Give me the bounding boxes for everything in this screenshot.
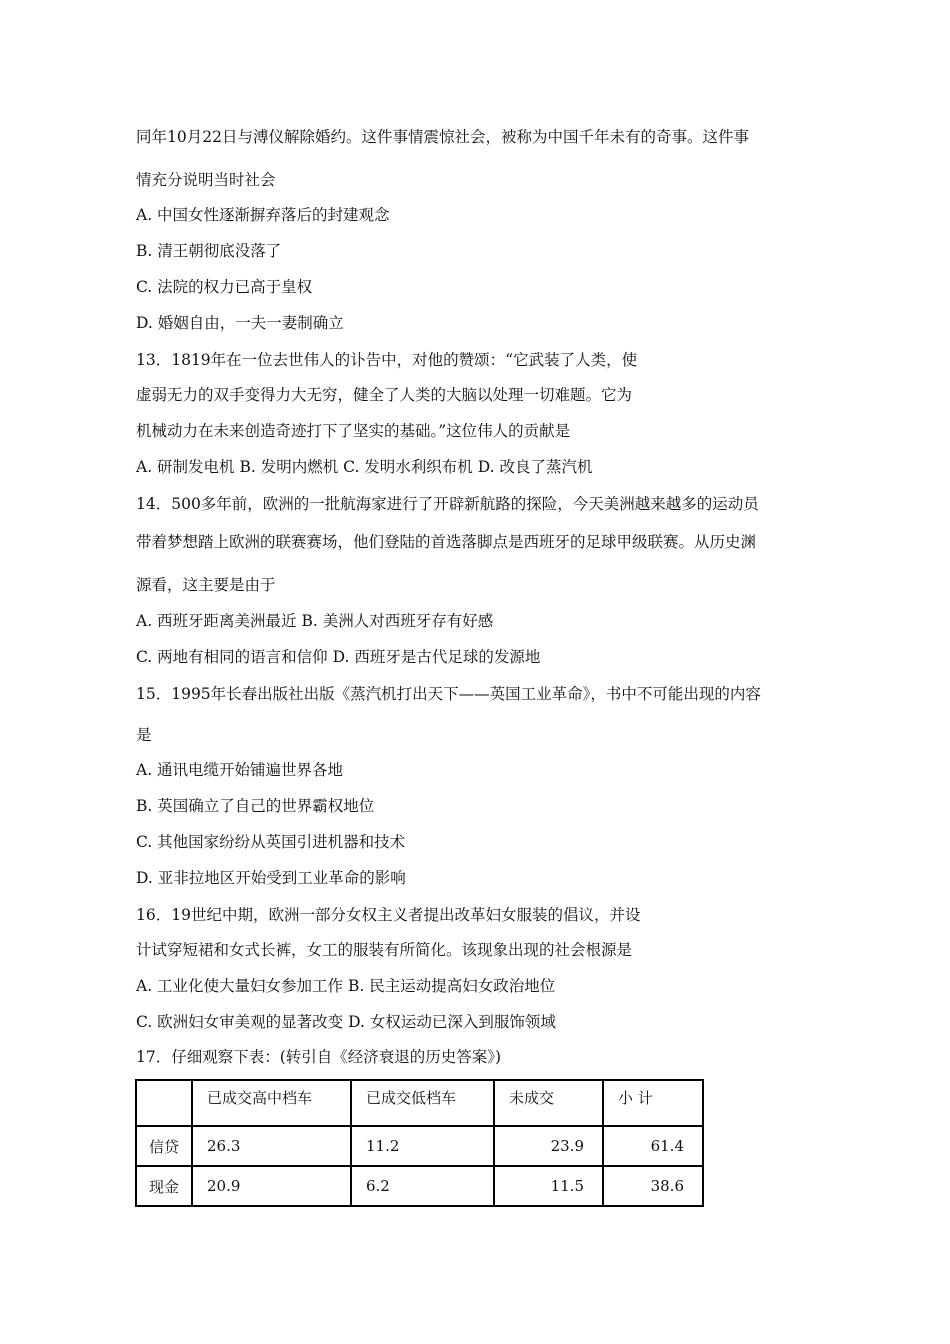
table-cell: 61.4 xyxy=(603,1126,703,1166)
table-cell: 信贷 xyxy=(136,1126,192,1166)
text-line: B. 英国确立了自己的世界霸权地位 xyxy=(136,797,375,815)
text-line: A. 研制发电机 B. 发明内燃机 C. 发明水利织布机 D. 改良了蒸汽机 xyxy=(136,458,593,476)
table-cell: 26.3 xyxy=(192,1126,351,1166)
text-line: 计试穿短裙和女式长裤，女工的服装有所简化。该现象出现的社会根源是 xyxy=(136,941,633,959)
text-line: C. 法院的权力已高于皇权 xyxy=(136,278,313,296)
table-cell: 现金 xyxy=(136,1166,192,1206)
table-row xyxy=(136,1166,703,1206)
text-line: 同年10月22日与溥仪解除婚约。这件事情震惊社会，被称为中国千年未有的奇事。这件事 xyxy=(136,128,749,146)
text-line: 13．1819年在一位去世伟人的讣告中，对他的赞颂：“它武装了人类，使 xyxy=(136,351,638,369)
table-header-cell xyxy=(136,1080,192,1126)
text-line: C. 两地有相同的语言和信仰 D. 西班牙是古代足球的发源地 xyxy=(136,648,541,666)
text-line: 情充分说明当时社会 xyxy=(136,171,276,189)
text-line: C. 其他国家纷纷从英国引进机器和技术 xyxy=(136,833,406,851)
table-cell: 20.9 xyxy=(192,1166,351,1206)
text-line: 15．1995年长春出版社出版《蒸汽机打出天下——英国工业革命》，书中不可能出现的内容 xyxy=(136,685,761,703)
text-line: B. 清王朝彻底没落了 xyxy=(136,242,282,260)
text-line: 带着梦想踏上欧洲的联赛赛场，他们登陆的首选落脚点是西班牙的足球甲级联赛。从历史渊 xyxy=(136,533,757,551)
text-line: A. 通讯电缆开始铺遍世界各地 xyxy=(136,761,344,779)
text-line: 16．19世纪中期，欧洲一部分女权主义者提出改革妇女服装的倡议，并设 xyxy=(136,906,641,924)
text-line: 虚弱无力的双手变得力大无穷，健全了人类的大脑以处理一切难题。它为 xyxy=(136,386,633,404)
table-header-cell: 小 计 xyxy=(603,1080,703,1126)
table-header-row xyxy=(136,1080,703,1126)
table-cell: 38.6 xyxy=(603,1166,703,1206)
table-cell: 23.9 xyxy=(494,1126,603,1166)
table-header-cell: 已成交高中档车 xyxy=(192,1080,351,1126)
table-header-cell: 未成交 xyxy=(494,1080,603,1126)
text-line: 机械动力在未来创造奇迹打下了坚实的基础。”这位伟人的贡献是 xyxy=(136,422,571,440)
table-cell: 6.2 xyxy=(351,1166,494,1206)
text-line: 17．仔细观察下表：(转引自《经济衰退的历史答案》) xyxy=(136,1048,502,1066)
text-line: 源看，这主要是由于 xyxy=(136,576,276,594)
text-line: A. 工业化使大量妇女参加工作 B. 民主运动提高妇女政治地位 xyxy=(136,977,556,995)
table-header-cell: 已成交低档车 xyxy=(351,1080,494,1126)
text-line: C. 欧洲妇女审美观的显著改变 D. 女权运动已深入到服饰领域 xyxy=(136,1013,556,1031)
data-table xyxy=(135,1079,704,1207)
text-line: D. 亚非拉地区开始受到工业革命的影响 xyxy=(136,869,406,887)
text-line: A. 中国女性逐渐摒弃落后的封建观念 xyxy=(136,206,390,224)
text-line: D. 婚姻自由，一夫一妻制确立 xyxy=(136,314,344,332)
table-cell: 11.5 xyxy=(494,1166,603,1206)
text-line: 14．500多年前，欧洲的一批航海家进行了开辟新航路的探险，今天美洲越来越多的运动员 xyxy=(136,495,759,513)
text-line: A. 西班牙距离美洲最近 B. 美洲人对西班牙存有好感 xyxy=(136,612,494,630)
text-line: 是 xyxy=(136,726,152,744)
table-cell: 11.2 xyxy=(351,1126,494,1166)
table-row xyxy=(136,1126,703,1166)
